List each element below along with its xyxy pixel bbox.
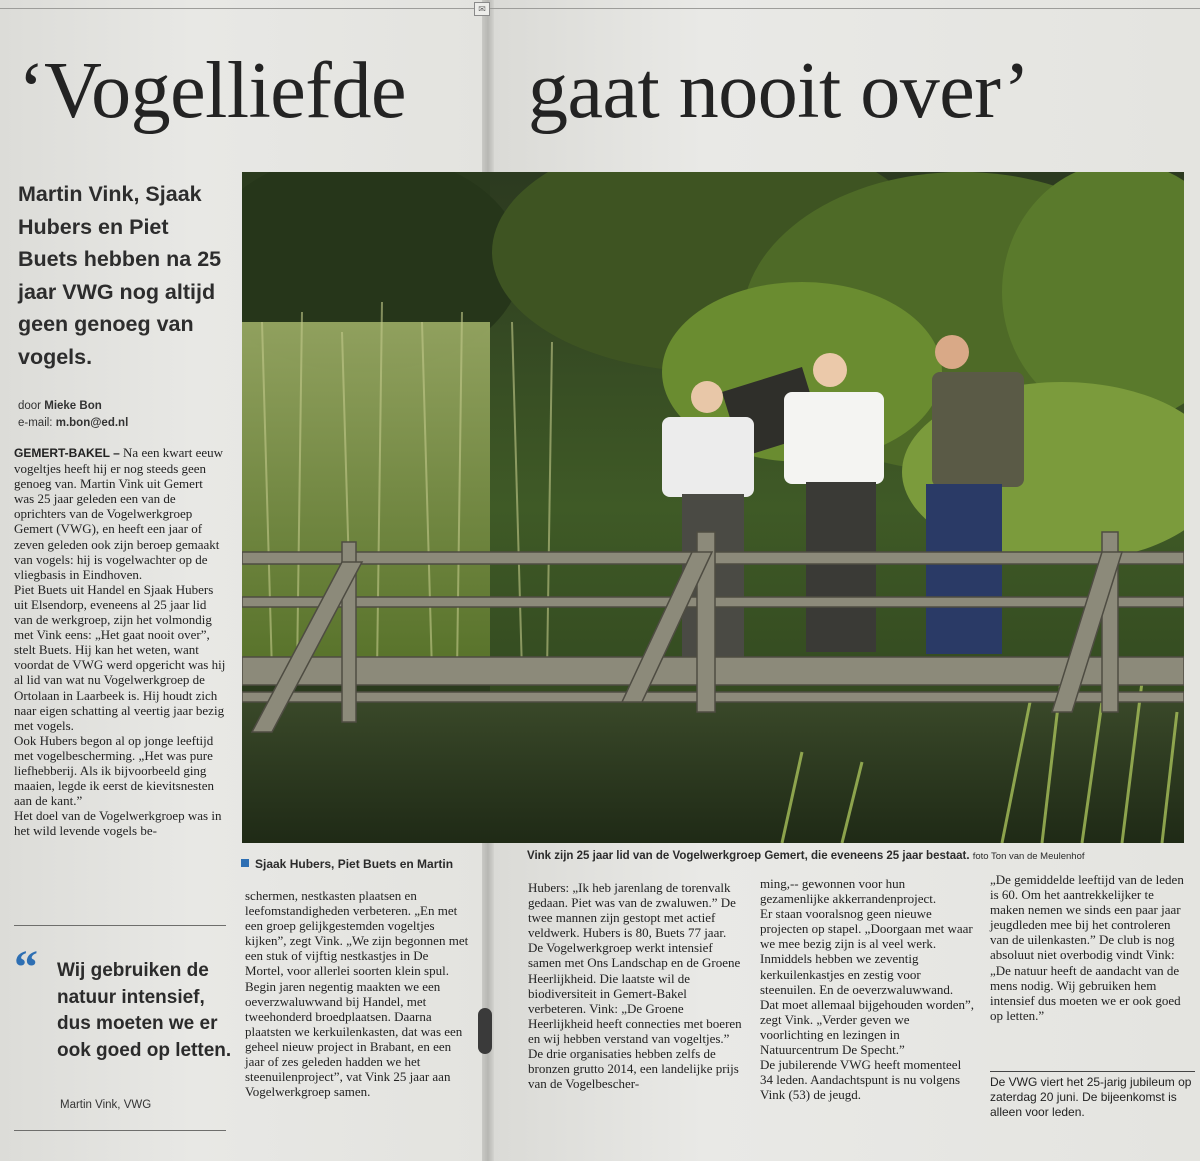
photo-three-men-on-bridge bbox=[242, 172, 1184, 843]
top-rule bbox=[0, 8, 1200, 9]
quote-rule-bottom bbox=[14, 1130, 226, 1131]
pull-quote-attribution: Martin Vink, VWG bbox=[60, 1099, 152, 1111]
c3-para-2: De Vogelwerkgroep werkt intensief samen met Ons Landschap en de Groene Heerlijkheid. Die laatste wil de biodiversiteit in Gemert-Bakel verbeteren. Vink: „De Groene Heerlijkheid heeft connecties met boeren en wij hebben verstand van vogeltjes.” bbox=[528, 940, 742, 1046]
headline-left: ‘Vogelliefde bbox=[18, 47, 406, 135]
caption-marker-icon bbox=[241, 859, 249, 867]
photo-credit: foto Ton van de Meulenhof bbox=[972, 851, 1085, 862]
headline-right: gaat nooit over’ bbox=[528, 47, 1030, 135]
column-3 bbox=[528, 880, 743, 1091]
page-logo-icon: ✉ bbox=[474, 2, 490, 16]
byline-author: Mieke Bon bbox=[44, 400, 102, 412]
column-1 bbox=[14, 445, 226, 838]
article-deck: Martin Vink, Sjaak Hubers en Piet Buets hebben na 25 jaar VWG nog altijd geen genoeg van vogels. bbox=[18, 182, 222, 369]
dateline: GEMERT-BAKEL – bbox=[14, 446, 120, 460]
c1-para-4: Het doel van de Vogelwerkgroep was in het wild levende vogels be- bbox=[14, 808, 222, 839]
c3-para-3: De drie organisaties hebben zelfs de bronzen grutto 2014, een landelijke prijs van de Vogelbescher- bbox=[528, 1046, 739, 1092]
photo-caption-right bbox=[527, 850, 1085, 862]
binding-clip-icon bbox=[478, 1008, 492, 1054]
c1-para-2: Piet Buets uit Handel en Sjaak Hubers uit Elsendorp, eveneens al 25 jaar lid van de werkgroep, zijn het volmondig met Vink eens: „Het gaat nooit over”, stelt Buets. Hij kan het weten, want voordat de VWG werd opgericht was hij al lid van wat nu Vogelwerkgroep de Ortolaan in Laarbeek is. Hij houdt zich naar eigen schatting al veertig jaar bezig met vogels. bbox=[14, 581, 226, 733]
byline-prefix: door bbox=[18, 400, 42, 412]
byline-email: m.bon@ed.nl bbox=[55, 417, 129, 429]
c1-para-3: Ook Hubers begon al op jonge leeftijd met vogelbescherming. „Het was pure liefhebberij. Als ik bijvoorbeeld ging maaien, legde ik eerst de kievitsnesten aan de kant.” bbox=[14, 732, 214, 809]
photo-caption-left bbox=[241, 857, 453, 871]
column-4 bbox=[760, 876, 975, 1102]
article-photo bbox=[242, 172, 1184, 843]
caption-left-text: Sjaak Hubers, Piet Buets en Martin bbox=[255, 857, 454, 871]
event-footnote: De VWG viert het 25-jarig jubileum op zaterdag 20 juni. De bijeenkomst is alleen voor leden. bbox=[990, 1071, 1195, 1120]
c3-para-1: Hubers: „Ik heb jarenlang de torenvalk gedaan. Piet was van de zwaluwen.” De twee mannen zijn gestopt met actief veldwerk. Hubers is 80, Buets 77 jaar. bbox=[528, 880, 736, 941]
c1-para-1: Na een kwart eeuw vogeltjes heeft hij er nog steeds geen genoeg van. Martin Vink uit Gemert was 25 jaar geleden een van de oprichters van de Vogelwerkgroep Gemert (VWG), en heeft een jaar of zeven geleden ook zijn beroep gemaakt van vogels: hij is vogelwachter op de vliegbasis in Eindhoven. bbox=[14, 445, 224, 582]
c4-para-2: Er staan vooralsnog geen nieuwe projecten op stapel. „Doorgaan met waar we mee bezig zijn is al veel werk. Inmiddels hebben we zeventig kerkuilenkastjes en zestig voor steenuilen. En de oeverzwaluwwand. Dat moet allemaal bijgehouden worden”, zegt Vink. „Verder geven we voorlichting en lezingen in Natuurcentrum De Specht.” bbox=[760, 906, 975, 1058]
c4-para-3: De jubilerende VWG heeft momenteel 34 leden. Aandachtspunt is nu volgens Vink (53) de jeugd. bbox=[760, 1057, 962, 1103]
quote-mark-icon: “ bbox=[14, 941, 38, 994]
byline bbox=[18, 398, 238, 432]
c4-para-1: ming,-- gewonnen voor hun gezamenlijke akkerrandenproject. bbox=[760, 876, 937, 907]
column-5 bbox=[990, 872, 1190, 1023]
column-2 bbox=[245, 888, 470, 1099]
pull-quote: Wij gebruiken de natuur intensief, dus moeten we er ook goed op letten. bbox=[57, 960, 232, 1061]
c5-para-1: „De gemiddelde leeftijd van de leden is 60. Om het aantrekkelijker te maken nemen we sinds een paar jaar jeugdleden mee bij het controleren van de uilenkasten.” De club is nog absoluut niet overbodig vindt Vink: „De natuur heeft de aandacht van de mens nodig. Wij gebruiken hem intensief dus moeten we er ook goed op letten.” bbox=[990, 872, 1184, 1023]
caption-right-text: Vink zijn 25 jaar lid van de Vogelwerkgroep Gemert, die eveneens 25 jaar bestaat. bbox=[527, 850, 970, 862]
quote-rule-top bbox=[14, 925, 226, 926]
email-prefix: e-mail: bbox=[18, 417, 53, 429]
c2-para-1: schermen, nestkasten plaatsen en leefomstandigheden verbeteren. „En met een groep gelijkgestemden vogeltjes kijken”, zegt Vink. „We zijn begonnen met een stuk of vijftig nestkastjes in De Mortel, voor allerlei soorten klein spul. Begin jaren negentig maakten we een oeverzwaluwwand bij Handel, met tweehonderd broedplaatsen. Daarna plaatsten we kerkuilenkasten, dat was een geheel nieuw project in Brabant, en een jaar of zes geleden hadden we het steenuilenproject”, vat Vink 25 jaar aan Vogelwerkgroep samen. bbox=[245, 888, 469, 1100]
